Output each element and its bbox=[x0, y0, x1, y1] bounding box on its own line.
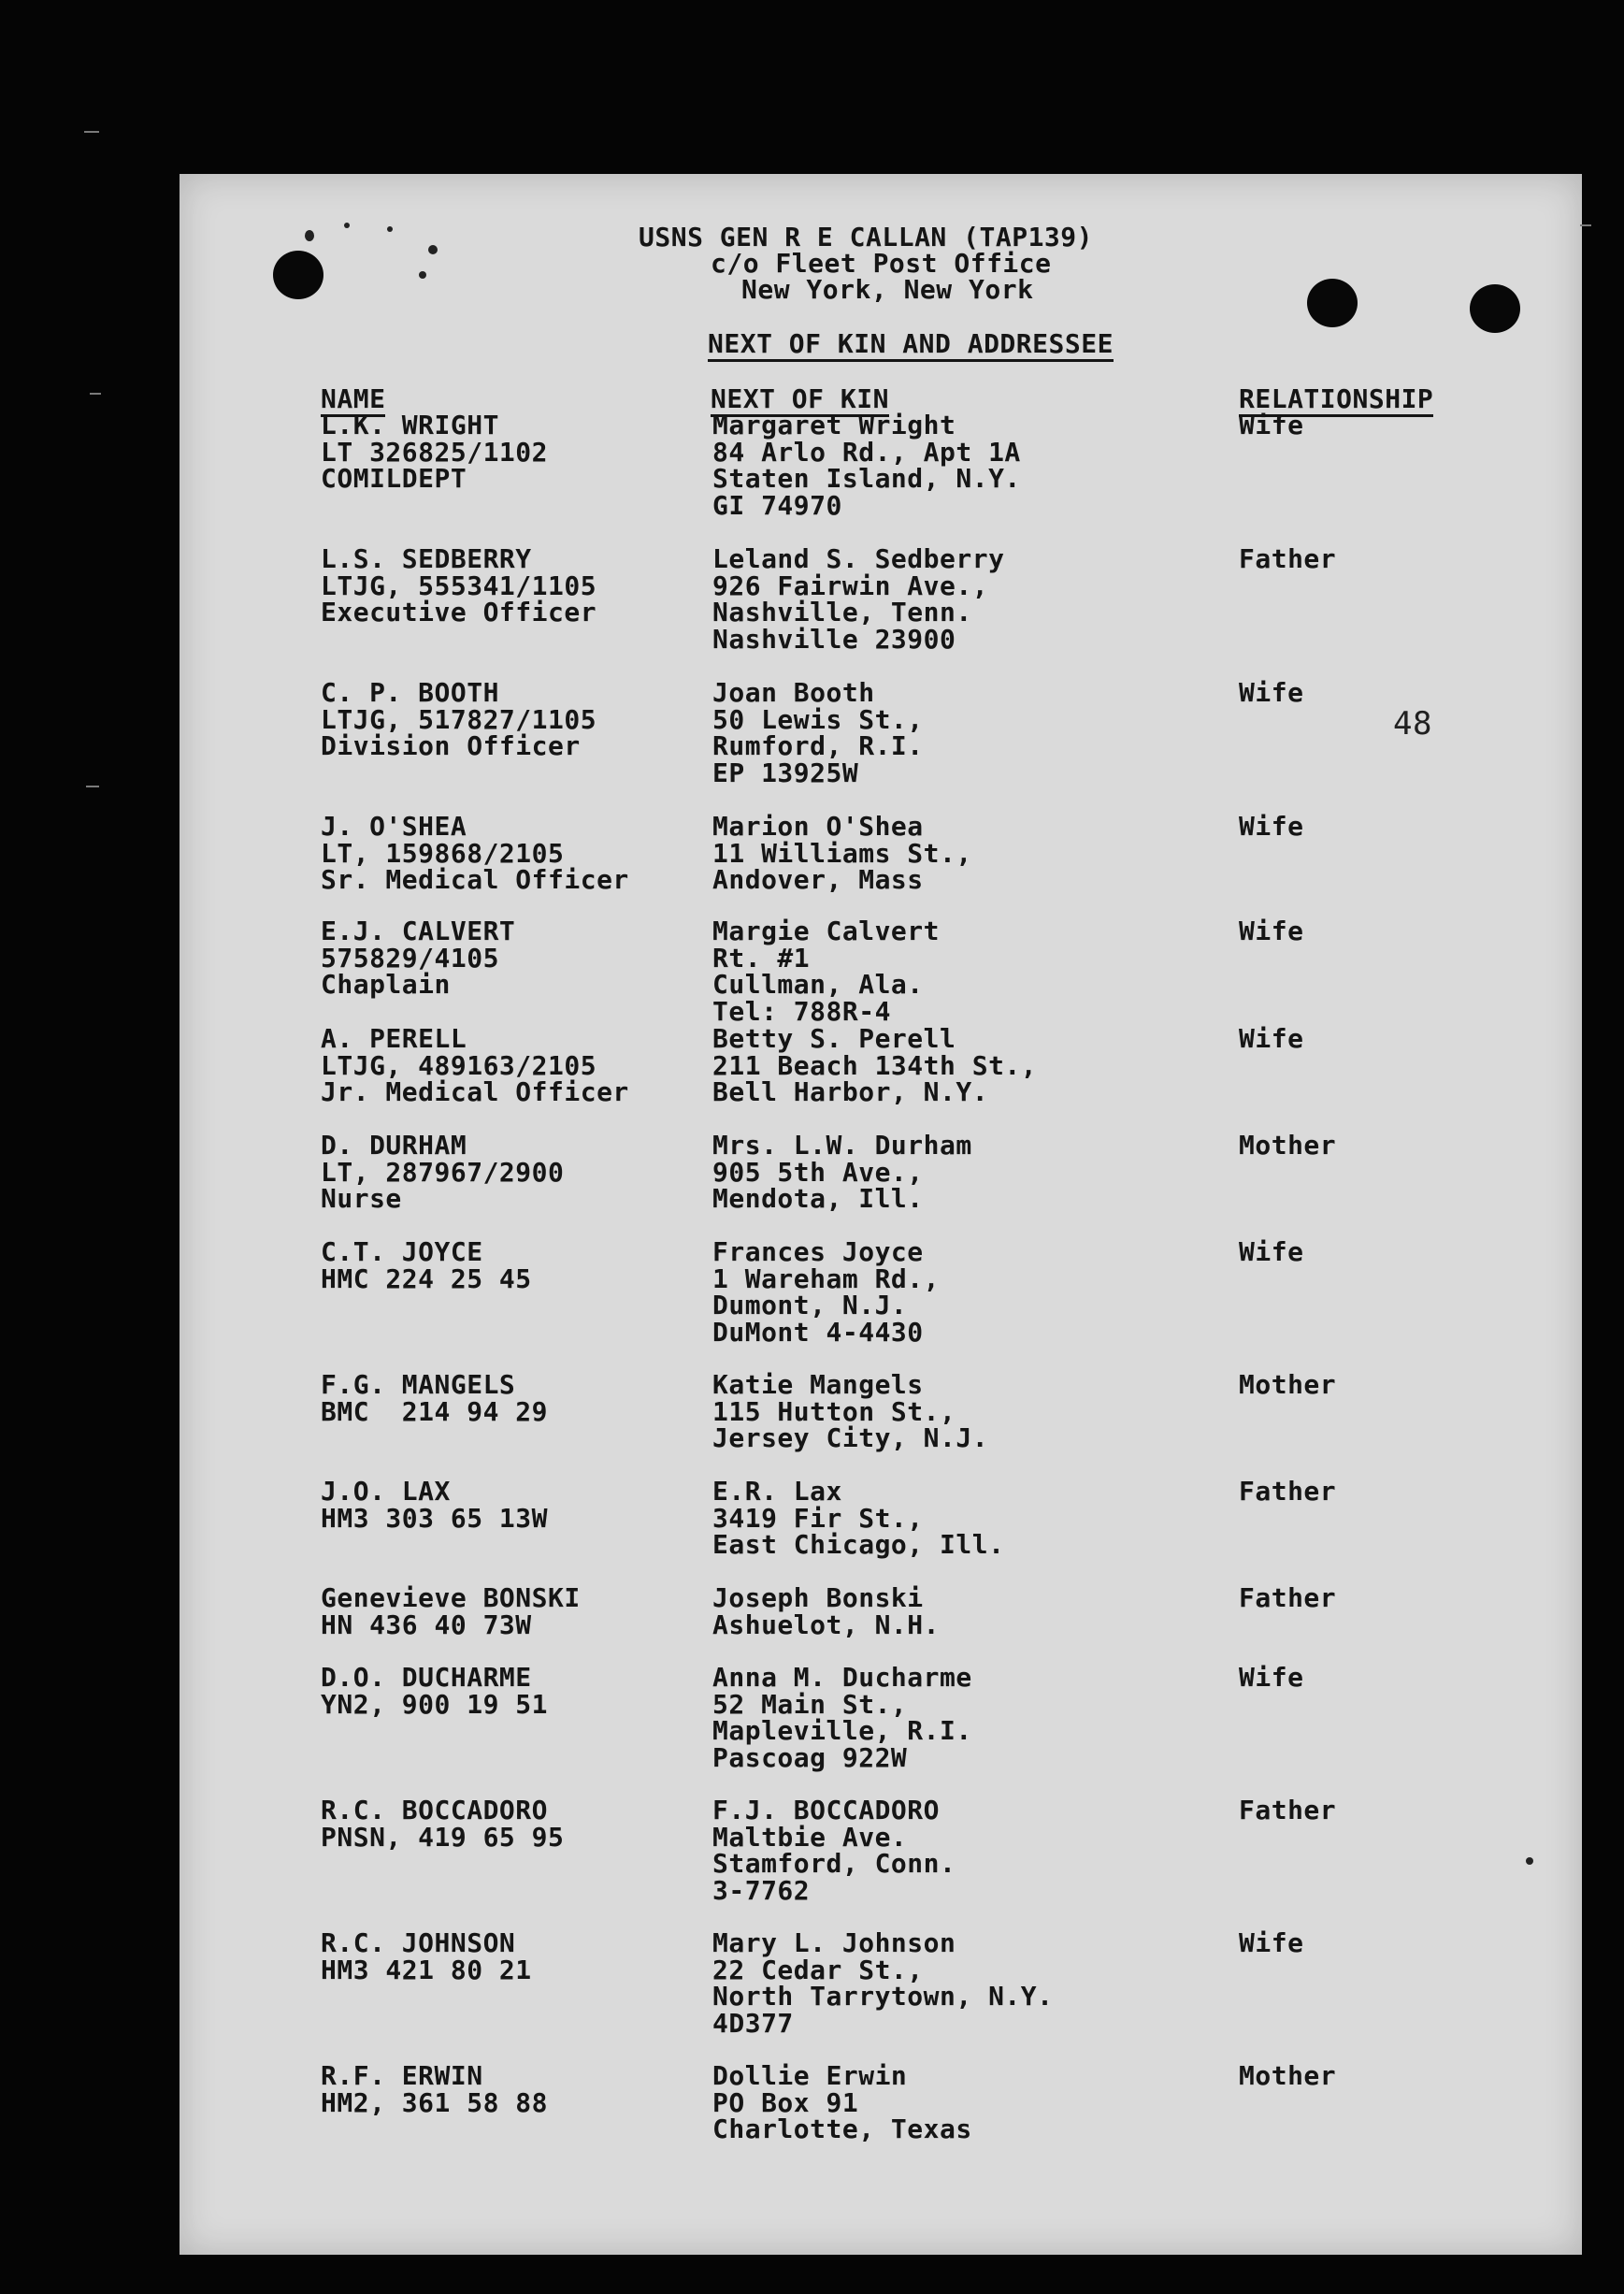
next-of-kin-address: Dumont, N.J. bbox=[712, 1290, 908, 1320]
next-of-kin-address: 905 5th Ave., bbox=[712, 1156, 924, 1188]
next-of-kin-address: Staten Island, N.Y. bbox=[712, 463, 1021, 494]
next-of-kin-address: PO Box 91 bbox=[712, 2086, 859, 2118]
punch-hole-left bbox=[273, 251, 323, 299]
next-of-kin-address: Charlotte, Texas bbox=[712, 2114, 972, 2144]
next-of-kin-name: Betty S. Perell bbox=[712, 1023, 956, 1054]
page-number: 48 bbox=[1393, 705, 1432, 743]
entry-name: E.J. CALVERT bbox=[321, 916, 516, 946]
next-of-kin-name: F.J. BOCCADORO bbox=[712, 1795, 941, 1825]
relationship: Wife bbox=[1239, 1023, 1304, 1054]
entry-name: C. P. BOOTH bbox=[321, 677, 499, 708]
entry-name: R.C. JOHNSON bbox=[321, 1927, 516, 1958]
entry-name: F.G. MANGELS bbox=[321, 1369, 516, 1400]
next-of-kin-address: Jersey City, N.J. bbox=[712, 1422, 989, 1453]
next-of-kin-address: 52 Main St., bbox=[712, 1688, 908, 1720]
ink-spot bbox=[428, 245, 438, 254]
next-of-kin-name: Margaret Wright bbox=[712, 410, 956, 440]
next-of-kin-address: Pascoag 922W bbox=[712, 1741, 908, 1773]
next-of-kin-address: 11 Williams St., bbox=[712, 837, 972, 869]
next-of-kin-name: Joan Booth bbox=[712, 677, 875, 708]
ink-spot bbox=[344, 223, 350, 228]
relationship: Wife bbox=[1239, 1927, 1304, 1958]
next-of-kin-address: DuMont 4-4430 bbox=[712, 1316, 924, 1348]
ink-spot bbox=[1526, 1857, 1533, 1865]
column-header-relationship: RELATIONSHIP bbox=[1239, 386, 1433, 417]
next-of-kin-address: Bell Harbor, N.Y. bbox=[712, 1076, 989, 1107]
next-of-kin-address: 22 Cedar St., bbox=[712, 1954, 924, 1985]
entry-name-detail: HN 436 40 73W bbox=[321, 1609, 532, 1640]
next-of-kin-name: Frances Joyce bbox=[712, 1236, 924, 1267]
next-of-kin-address: 84 Arlo Rd., Apt 1A bbox=[712, 436, 1021, 468]
relationship: Wife bbox=[1239, 916, 1304, 946]
entry-name-detail: HM3 303 65 13W bbox=[321, 1502, 549, 1534]
entry-name-detail: HM3 421 80 21 bbox=[321, 1954, 532, 1985]
entry-name: D. DURHAM bbox=[321, 1130, 467, 1161]
entry-name-detail: COMILDEPT bbox=[321, 463, 467, 494]
relationship: Wife bbox=[1239, 677, 1304, 708]
entry-name: J.O. LAX bbox=[321, 1476, 451, 1507]
entry-name: R.F. ERWIN bbox=[321, 2060, 483, 2091]
next-of-kin-address: East Chicago, Ill. bbox=[712, 1529, 1005, 1560]
entry-name: L.K. WRIGHT bbox=[321, 410, 499, 440]
next-of-kin-address: 926 Fairwin Ave., bbox=[712, 570, 989, 601]
entry-name-detail: HMC 224 25 45 bbox=[321, 1262, 532, 1294]
document-subtitle: NEXT OF KIN AND ADDRESSEE bbox=[708, 331, 1114, 362]
entry-name-detail: LTJG, 555341/1105 bbox=[321, 570, 597, 601]
ink-spot bbox=[419, 271, 426, 279]
ink-spot bbox=[387, 226, 393, 232]
next-of-kin-address: Mendota, Ill. bbox=[712, 1183, 924, 1214]
relationship: Wife bbox=[1239, 1662, 1304, 1693]
entry-name-detail: Division Officer bbox=[321, 730, 581, 761]
entry-name-detail: LT 326825/1102 bbox=[321, 436, 549, 468]
entry-name: D.O. DUCHARME bbox=[321, 1662, 532, 1693]
next-of-kin-address: 50 Lewis St., bbox=[712, 703, 924, 735]
next-of-kin-name: Dollie Erwin bbox=[712, 2060, 908, 2091]
punch-hole-right-1 bbox=[1307, 279, 1358, 327]
entry-name-detail: LT, 159868/2105 bbox=[321, 837, 565, 869]
entry-name-detail: YN2, 900 19 51 bbox=[321, 1688, 549, 1720]
entry-name-detail: Jr. Medical Officer bbox=[321, 1076, 629, 1107]
next-of-kin-address: Tel: 788R-4 bbox=[712, 995, 891, 1027]
next-of-kin-name: Leland S. Sedberry bbox=[712, 543, 1005, 574]
next-of-kin-address: 211 Beach 134th St., bbox=[712, 1049, 1038, 1081]
next-of-kin-address: Rumford, R.I. bbox=[712, 730, 924, 761]
next-of-kin-address: Rt. #1 bbox=[712, 942, 811, 974]
relationship: Father bbox=[1239, 1476, 1337, 1507]
next-of-kin-address: Maltbie Ave. bbox=[712, 1821, 908, 1853]
punch-hole-right-2 bbox=[1470, 284, 1520, 333]
entry-name-detail: HM2, 361 58 88 bbox=[321, 2086, 549, 2118]
relationship: Wife bbox=[1239, 1236, 1304, 1267]
entry-name-detail: Executive Officer bbox=[321, 597, 597, 628]
relationship: Father bbox=[1239, 543, 1337, 574]
next-of-kin-address: 3-7762 bbox=[712, 1874, 811, 1906]
next-of-kin-address: 3419 Fir St., bbox=[712, 1502, 924, 1534]
edge-mark bbox=[84, 131, 99, 133]
relationship: Wife bbox=[1239, 811, 1304, 842]
next-of-kin-name: Margie Calvert bbox=[712, 916, 941, 946]
relationship: Father bbox=[1239, 1582, 1337, 1613]
next-of-kin-name: E.R. Lax bbox=[712, 1476, 842, 1507]
entry-name-detail: 575829/4105 bbox=[321, 942, 499, 974]
next-of-kin-address: Andover, Mass bbox=[712, 864, 924, 895]
city-line: New York, New York bbox=[741, 274, 1034, 305]
next-of-kin-address: GI 74970 bbox=[712, 489, 842, 521]
relationship: Father bbox=[1239, 1795, 1337, 1825]
next-of-kin-address: 115 Hutton St., bbox=[712, 1395, 956, 1427]
relationship: Mother bbox=[1239, 1369, 1337, 1400]
entry-name-detail: LTJG, 517827/1105 bbox=[321, 703, 597, 735]
entry-name-detail: Sr. Medical Officer bbox=[321, 864, 629, 895]
next-of-kin-address: North Tarrytown, N.Y. bbox=[712, 1981, 1054, 2012]
column-header-name: NAME bbox=[321, 386, 385, 417]
relationship: Wife bbox=[1239, 410, 1304, 440]
entry-name: C.T. JOYCE bbox=[321, 1236, 483, 1267]
next-of-kin-address: Ashuelot, N.H. bbox=[712, 1609, 941, 1640]
next-of-kin-address: Nashville, Tenn. bbox=[712, 597, 972, 628]
column-header-next-of-kin: NEXT OF KIN bbox=[711, 386, 889, 417]
entry-name-detail: LT, 287967/2900 bbox=[321, 1156, 565, 1188]
next-of-kin-name: Marion O'Shea bbox=[712, 811, 924, 842]
entry-name: Genevieve BONSKI bbox=[321, 1582, 581, 1613]
next-of-kin-address: 4D377 bbox=[712, 2007, 794, 2039]
entry-name: A. PERELL bbox=[321, 1023, 467, 1054]
next-of-kin-name: Katie Mangels bbox=[712, 1369, 924, 1400]
entry-name-detail: LTJG, 489163/2105 bbox=[321, 1049, 597, 1081]
next-of-kin-address: Cullman, Ala. bbox=[712, 969, 924, 1000]
next-of-kin-address: Nashville 23900 bbox=[712, 623, 956, 655]
relationship: Mother bbox=[1239, 1130, 1337, 1161]
next-of-kin-address: 1 Wareham Rd., bbox=[712, 1262, 941, 1294]
next-of-kin-address: Stamford, Conn. bbox=[712, 1848, 956, 1879]
next-of-kin-name: Joseph Bonski bbox=[712, 1582, 924, 1613]
entry-name: J. O'SHEA bbox=[321, 811, 467, 842]
ship-name: USNS GEN R E CALLAN (TAP139) bbox=[639, 222, 1094, 252]
entry-name-detail: PNSN, 419 65 95 bbox=[321, 1821, 565, 1853]
entry-name: L.S. SEDBERRY bbox=[321, 543, 532, 574]
relationship: Mother bbox=[1239, 2060, 1337, 2091]
edge-mark bbox=[90, 393, 101, 395]
next-of-kin-name: Mary L. Johnson bbox=[712, 1927, 956, 1958]
next-of-kin-name: Anna M. Ducharme bbox=[712, 1662, 972, 1693]
next-of-kin-address: Mapleville, R.I. bbox=[712, 1715, 972, 1746]
entry-name-detail: BMC 214 94 29 bbox=[321, 1395, 549, 1427]
entry-name: R.C. BOCCADORO bbox=[321, 1795, 549, 1825]
post-office-line: c/o Fleet Post Office bbox=[711, 248, 1052, 279]
next-of-kin-name: Mrs. L.W. Durham bbox=[712, 1130, 972, 1161]
next-of-kin-address: EP 13925W bbox=[712, 757, 859, 788]
edge-mark bbox=[86, 786, 99, 787]
edge-mark bbox=[1580, 224, 1591, 226]
entry-name-detail: Nurse bbox=[321, 1183, 402, 1214]
ink-spot bbox=[305, 230, 314, 241]
entry-name-detail: Chaplain bbox=[321, 969, 451, 1000]
